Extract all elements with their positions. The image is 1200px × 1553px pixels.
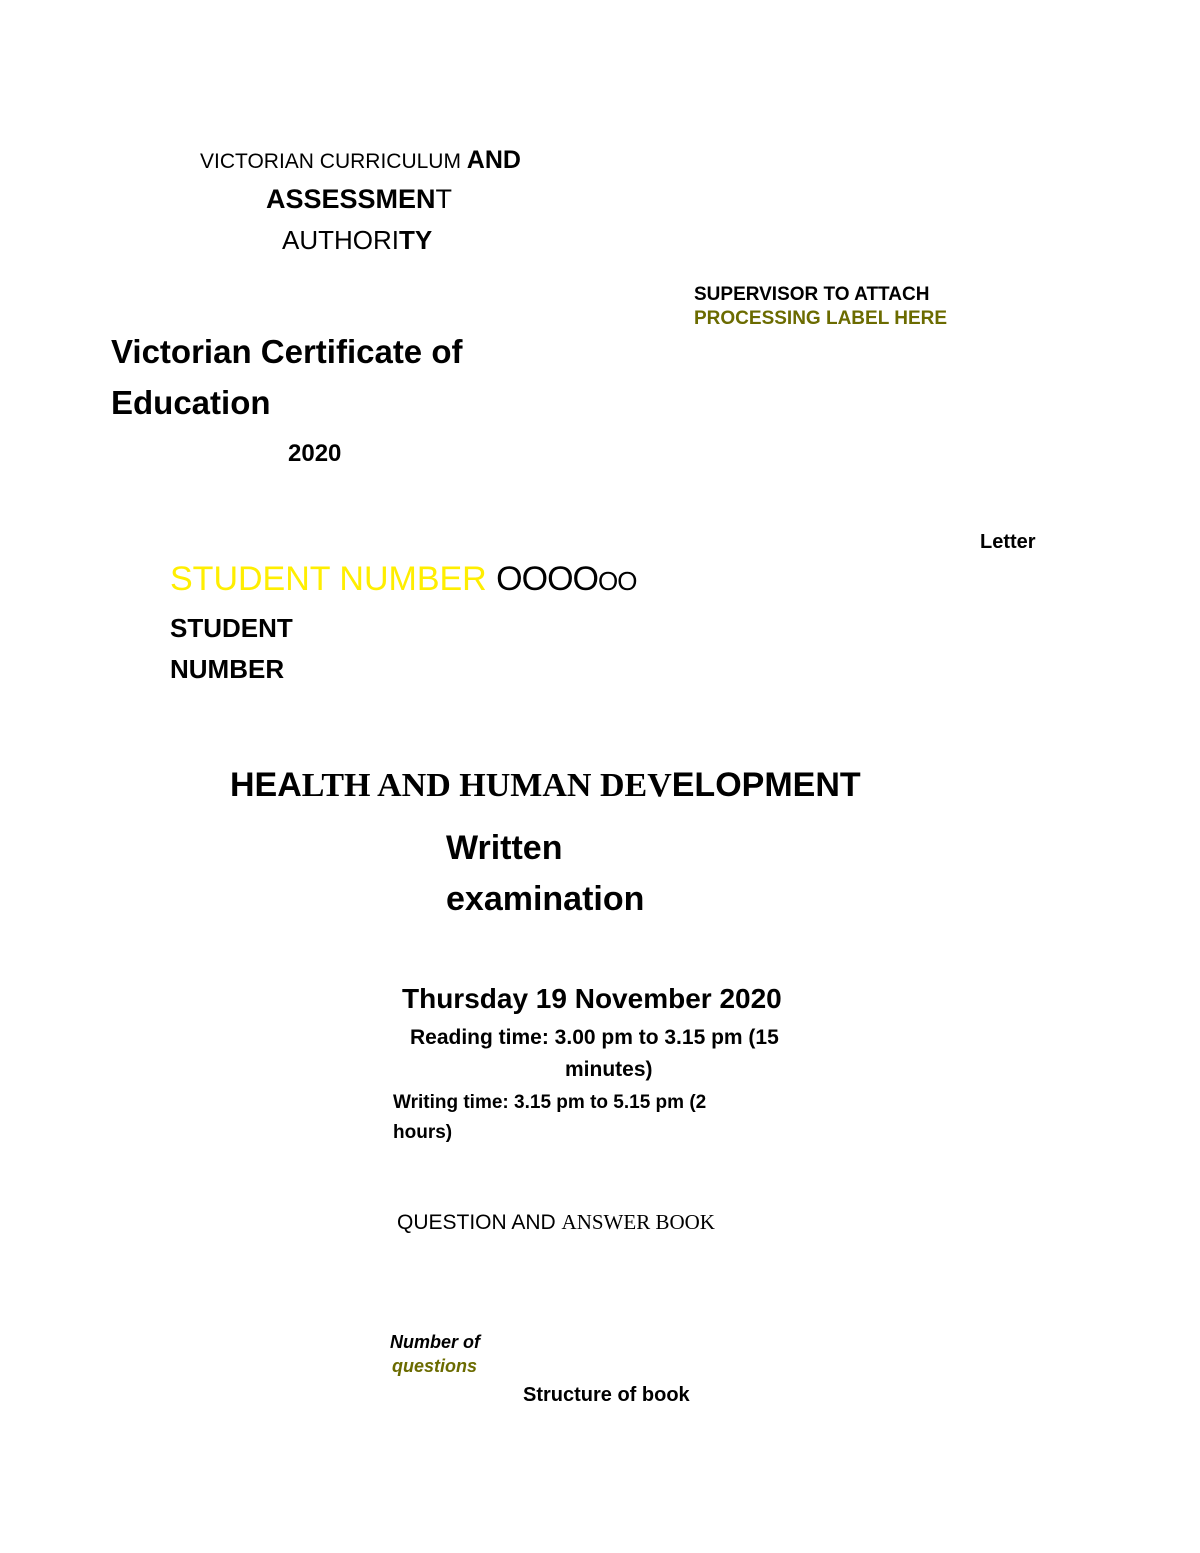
letter-label: Letter [980, 531, 1036, 553]
reading-time-line2: minutes) [565, 1058, 653, 1081]
authority-name-line2 [266, 184, 452, 215]
authority-line3-b: TY [399, 225, 433, 255]
exam-year: 2020 [288, 440, 342, 467]
exam-type-line1: Written [446, 829, 563, 867]
number-of-label: Number of [390, 1332, 480, 1352]
student-number-row [170, 560, 636, 599]
exam-type-line2: examination [446, 880, 645, 918]
authority-name-line1 [200, 146, 521, 175]
student-number-yellow-label: STUDENT NUMBER [170, 560, 497, 598]
writing-time-line1 [393, 1092, 706, 1114]
book-title-part1: QUESTION AND [397, 1211, 562, 1234]
circle-boxes-small: OO [597, 566, 637, 596]
subject-title [230, 766, 861, 805]
authority-line2-end: T [435, 184, 453, 214]
circle-boxes-large: OOOO [496, 560, 598, 598]
authority-line2-bold: ASSESSMEN [266, 184, 436, 214]
supervisor-note-line2: PROCESSING LABEL HERE [694, 308, 948, 329]
authority-line3-a: AUTHORI [282, 225, 399, 255]
authority-line1-suffix: AND [466, 146, 521, 174]
structure-of-book-heading: Structure of book [523, 1384, 690, 1406]
book-title-part2: ANSWER BOOK [561, 1210, 715, 1234]
student-number-circles [496, 560, 636, 598]
subject-part3: ELOPMENT [671, 766, 861, 804]
student-number-label-line1: STUDENT [170, 613, 293, 643]
questions-label: questions [392, 1356, 478, 1376]
supervisor-note-line1: SUPERVISOR TO ATTACH [694, 284, 930, 305]
subject-part2: LTH AND HUMAN DEV [301, 767, 672, 804]
certificate-title-line2: Education [111, 384, 271, 421]
student-number-label-line2: NUMBER [170, 654, 285, 684]
writing-time-value: 3.15 pm to 5.15 pm (2 [514, 1092, 707, 1113]
reading-time-line1: Reading time: 3.00 pm to 3.15 pm (15 [410, 1026, 779, 1049]
exam-date: Thursday 19 November 2020 [402, 983, 782, 1014]
authority-line1-prefix: VICTORIAN CURRICULUM [200, 150, 467, 173]
certificate-title-line1: Victorian Certificate of [111, 333, 463, 370]
writing-time-line2: hours) [393, 1122, 453, 1143]
book-title [397, 1210, 715, 1235]
authority-name-line3 [282, 225, 432, 256]
writing-time-label: Writing time: [393, 1092, 515, 1113]
subject-part1: HEA [230, 766, 302, 804]
